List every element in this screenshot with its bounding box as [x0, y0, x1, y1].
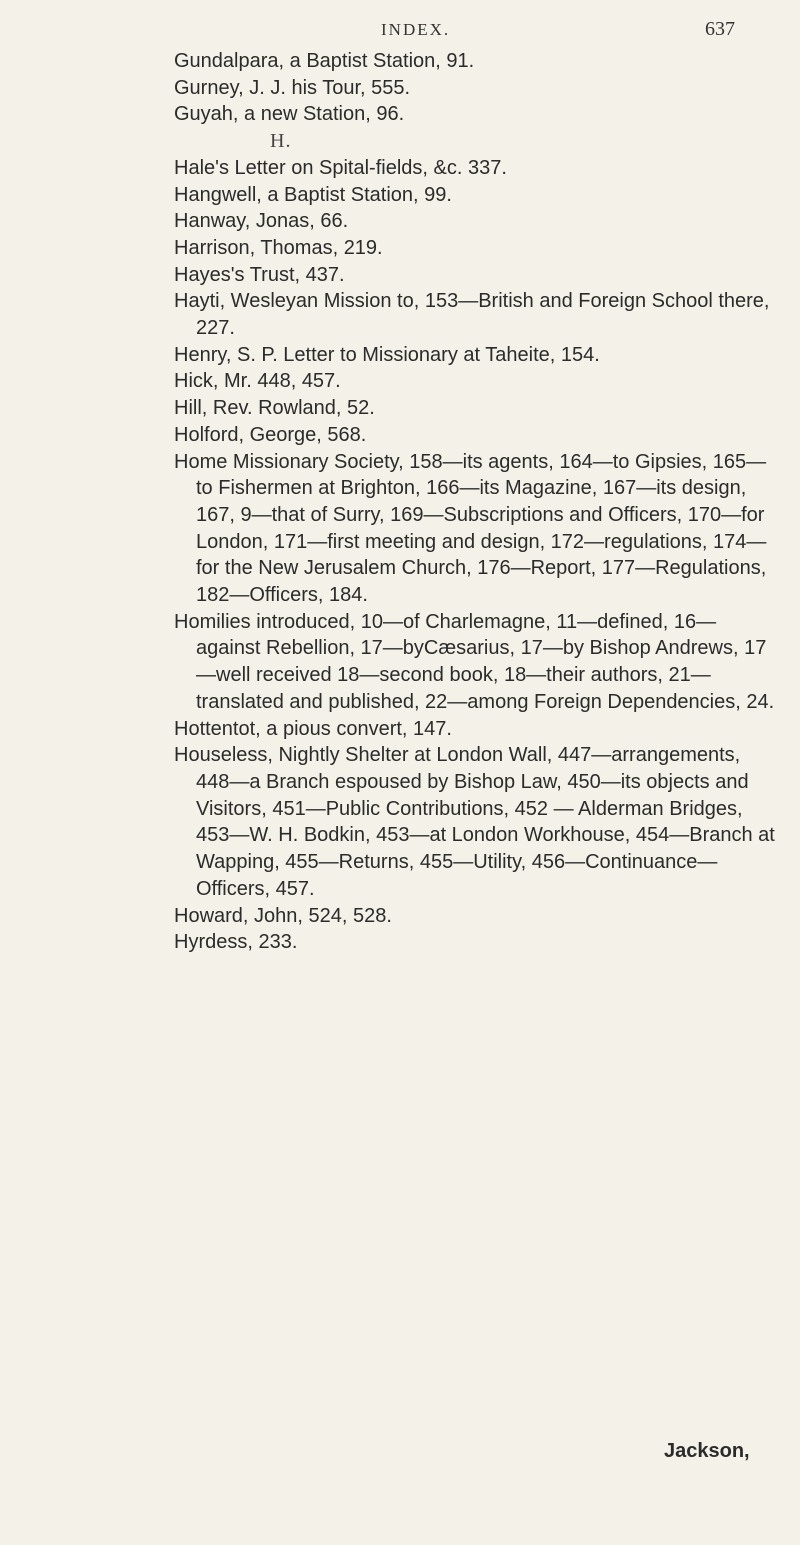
index-entry-houseless: Houseless, Nightly Shelter at London Wall, 447—arrangements, 448—a Branch espoused by Bishop Law, 450—its objects and Visitors, 451—Public Contributions, 452 — Alderman Bridges, 453—W. H. Bodkin, 453—at London Workhouse, 454—Branch at Wapping, 455—Returns, 455—Utility, 456—Continuance—Officers, 457.	[174, 744, 775, 900]
index-entry-howard: Howard, John, 524, 528.	[174, 904, 392, 927]
running-head	[0, 12, 800, 42]
page-number: 637	[705, 18, 735, 40]
index-entry-hanway: Hanway, Jonas, 66.	[174, 210, 349, 233]
index-entry-gurney: Gurney, J. J. his Tour, 555.	[174, 76, 411, 99]
index-entry-gundalpara: Gundalpara, a Baptist Station, 91.	[174, 50, 475, 72]
index-entry-hick: Hick, Mr. 448, 457.	[174, 370, 341, 393]
index-entry-hayes: Hayes's Trust, 437.	[174, 263, 345, 286]
index-entry-homilies: Homilies introduced, 10—of Charlemagne, 11—defined, 16—against Rebellion, 17—byCæsarius, 17—by Bishop Andrews, 17—well received 18—second book, 18—their authors, 21—translated and published, 22—among Foreign Dependencies, 24.	[174, 610, 775, 713]
index-entry-henry: Henry, S. P. Letter to Missionary at Taheite, 154.	[174, 343, 600, 366]
index-entry-guyah: Guyah, a new Station, 96.	[174, 103, 405, 126]
catchword: Jackson,	[664, 1440, 750, 1462]
index-entry-harrison: Harrison, Thomas, 219.	[174, 236, 383, 259]
index-entry-hayti: Hayti, Wesleyan Mission to, 153—British and Foreign School there, 227.	[174, 290, 770, 340]
index-entry-hale: Hale's Letter on Spital-fields, &c. 337.	[174, 156, 507, 179]
index-entry-holford: Holford, George, 568.	[174, 423, 367, 446]
running-head-title: INDEX.	[381, 20, 451, 39]
index-entry-home-missionary-society: Home Missionary Society, 158—its agents, 164—to Gipsies, 165—to Fishermen at Brighton, 166—its Magazine, 167—its design, 167, 9—that of Surry, 169—Subscriptions and Officers, 170—for London, 171—first meeting and design, 172—regulations, 174—for the New Jerusalem Church, 176—Report, 177—Regulations, 182—Officers, 184.	[174, 450, 767, 607]
section-letter-h: H.	[270, 130, 292, 153]
index-entry-hangwell: Hangwell, a Baptist Station, 99.	[174, 183, 452, 206]
index-entries	[174, 48, 776, 956]
index-entry-hottentot: Hottentot, a pious convert, 147.	[174, 717, 452, 740]
index-entry-hill: Hill, Rev. Rowland, 52.	[174, 397, 375, 420]
index-entry-hyrdess: Hyrdess, 233.	[174, 931, 298, 954]
